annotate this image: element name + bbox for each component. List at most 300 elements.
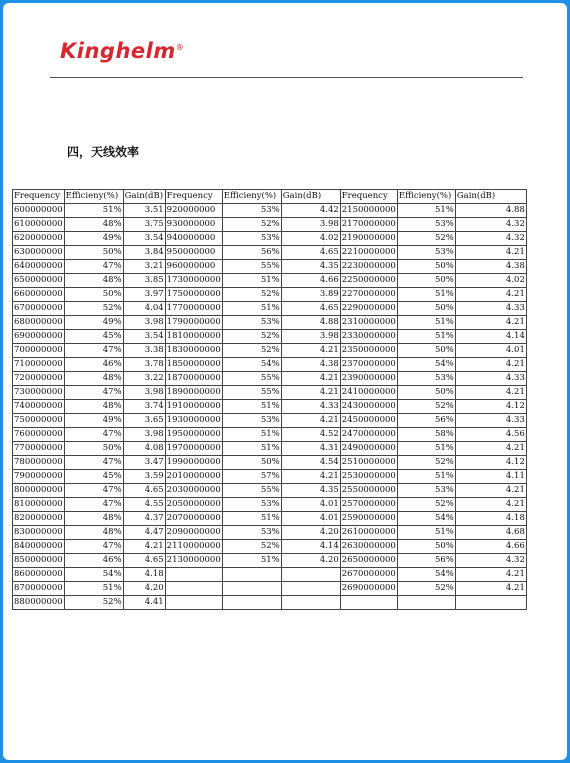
- table-cell: 47%: [64, 386, 123, 400]
- table-cell: 4.21: [281, 372, 340, 386]
- table-cell: 2510000000: [340, 456, 397, 470]
- table-cell: [165, 568, 222, 582]
- table-cell: 4.14: [455, 330, 526, 344]
- table-cell: [281, 582, 340, 596]
- table-row: [13, 218, 527, 232]
- table-cell: 1910000000: [165, 400, 222, 414]
- table-row: [13, 358, 527, 372]
- table-cell: 1850000000: [165, 358, 222, 372]
- table-row: [13, 484, 527, 498]
- table-cell: 51%: [397, 442, 455, 456]
- table-cell: 47%: [64, 260, 123, 274]
- table-cell: 48%: [64, 512, 123, 526]
- table-cell: 52%: [64, 302, 123, 316]
- table-cell: 4.47: [123, 526, 165, 540]
- table-cell: 4.21: [281, 470, 340, 484]
- table-cell: 2330000000: [340, 330, 397, 344]
- table-cell: 4.66: [455, 540, 526, 554]
- table-row: [13, 596, 527, 610]
- table-row: [13, 316, 527, 330]
- table-cell: 2470000000: [340, 428, 397, 442]
- table-cell: 4.21: [455, 358, 526, 372]
- table-cell: 4.21: [281, 344, 340, 358]
- table-cell: 2190000000: [340, 232, 397, 246]
- table-cell: 50%: [222, 456, 281, 470]
- table-cell: 56%: [222, 246, 281, 260]
- table-cell: 950000000: [165, 246, 222, 260]
- table-cell: 4.38: [281, 358, 340, 372]
- table-cell: 53%: [397, 484, 455, 498]
- table-cell: 3.98: [281, 218, 340, 232]
- table-cell: 1790000000: [165, 316, 222, 330]
- table-cell: 3.84: [123, 246, 165, 260]
- column-header: Gain(dB): [123, 190, 165, 204]
- table-cell: 4.20: [123, 582, 165, 596]
- table-cell: 2650000000: [340, 554, 397, 568]
- table-cell: 3.21: [123, 260, 165, 274]
- table-cell: 920000000: [165, 204, 222, 218]
- table-cell: 2270000000: [340, 288, 397, 302]
- table-cell: 51%: [397, 470, 455, 484]
- table-cell: 49%: [64, 316, 123, 330]
- table-cell: 52%: [222, 344, 281, 358]
- table-cell: 840000000: [13, 540, 65, 554]
- table-cell: 4.55: [123, 498, 165, 512]
- table-cell: 2430000000: [340, 400, 397, 414]
- table-cell: 2070000000: [165, 512, 222, 526]
- table-cell: 1890000000: [165, 386, 222, 400]
- table-cell: 2130000000: [165, 554, 222, 568]
- table-cell: 48%: [64, 218, 123, 232]
- table-cell: 680000000: [13, 316, 65, 330]
- table-cell: 50%: [397, 274, 455, 288]
- table-cell: 51%: [222, 428, 281, 442]
- table-cell: 4.33: [455, 302, 526, 316]
- table-cell: 4.65: [281, 246, 340, 260]
- table-cell: 4.42: [281, 204, 340, 218]
- table-cell: [397, 596, 455, 610]
- table-cell: 50%: [397, 344, 455, 358]
- table-cell: 51%: [397, 288, 455, 302]
- table-cell: 2550000000: [340, 484, 397, 498]
- table-cell: 1870000000: [165, 372, 222, 386]
- table-cell: 4.20: [281, 554, 340, 568]
- section-title: 四，天线效率: [67, 145, 140, 159]
- column-header: Efficieny(%): [222, 190, 281, 204]
- table-cell: 2610000000: [340, 526, 397, 540]
- table-cell: 940000000: [165, 232, 222, 246]
- table-cell: 770000000: [13, 442, 65, 456]
- table-cell: 58%: [397, 428, 455, 442]
- table-cell: 4.41: [123, 596, 165, 610]
- table-cell: 1950000000: [165, 428, 222, 442]
- table-cell: 4.35: [281, 484, 340, 498]
- table-cell: 4.65: [123, 484, 165, 498]
- table-cell: 51%: [222, 274, 281, 288]
- table-cell: 2350000000: [340, 344, 397, 358]
- column-header: Frequency: [13, 190, 65, 204]
- table-cell: 4.32: [455, 554, 526, 568]
- table-cell: 690000000: [13, 330, 65, 344]
- table-cell: 3.75: [123, 218, 165, 232]
- table-cell: 3.47: [123, 456, 165, 470]
- table-cell: 4.01: [455, 344, 526, 358]
- table-cell: 3.97: [123, 288, 165, 302]
- table-cell: 2290000000: [340, 302, 397, 316]
- table-cell: 4.21: [281, 414, 340, 428]
- table-cell: 3.54: [123, 232, 165, 246]
- table-cell: 51%: [64, 204, 123, 218]
- table-cell: 4.38: [455, 260, 526, 274]
- table-cell: 52%: [397, 232, 455, 246]
- table-cell: 4.33: [455, 372, 526, 386]
- table-cell: 810000000: [13, 498, 65, 512]
- table-row: [13, 428, 527, 442]
- column-header: Gain(dB): [455, 190, 526, 204]
- table-cell: [455, 596, 526, 610]
- table-cell: 51%: [64, 582, 123, 596]
- table-cell: 57%: [222, 470, 281, 484]
- table-cell: 4.21: [281, 386, 340, 400]
- table-cell: 51%: [397, 526, 455, 540]
- table-cell: 46%: [64, 358, 123, 372]
- table-cell: 4.18: [123, 568, 165, 582]
- table-cell: 49%: [64, 232, 123, 246]
- table-cell: 670000000: [13, 302, 65, 316]
- antenna-efficiency-table: [12, 189, 527, 610]
- table-cell: 2630000000: [340, 540, 397, 554]
- table-cell: 4.01: [281, 512, 340, 526]
- table-cell: 53%: [397, 246, 455, 260]
- table-cell: 3.59: [123, 470, 165, 484]
- table-row: [13, 512, 527, 526]
- table-cell: 51%: [222, 512, 281, 526]
- table-cell: 600000000: [13, 204, 65, 218]
- table-cell: 4.21: [455, 316, 526, 330]
- table-cell: 1770000000: [165, 302, 222, 316]
- table-cell: 4.21: [455, 582, 526, 596]
- table-cell: 4.21: [455, 442, 526, 456]
- table-cell: 4.32: [455, 232, 526, 246]
- table-cell: 790000000: [13, 470, 65, 484]
- table-cell: 2370000000: [340, 358, 397, 372]
- table-header-row: [13, 190, 527, 204]
- table-cell: 52%: [222, 330, 281, 344]
- table-cell: 51%: [222, 442, 281, 456]
- table-cell: 1730000000: [165, 274, 222, 288]
- table-cell: 4.33: [455, 414, 526, 428]
- table-cell: 3.89: [281, 288, 340, 302]
- table-row: [13, 568, 527, 582]
- table-cell: 47%: [64, 428, 123, 442]
- table-cell: 4.08: [123, 442, 165, 456]
- table-cell: 56%: [397, 554, 455, 568]
- table-cell: 2450000000: [340, 414, 397, 428]
- table-cell: 1970000000: [165, 442, 222, 456]
- table-cell: 54%: [397, 512, 455, 526]
- table-cell: 2090000000: [165, 526, 222, 540]
- table-cell: 55%: [222, 260, 281, 274]
- table-cell: 3.38: [123, 344, 165, 358]
- table-cell: 50%: [397, 302, 455, 316]
- table-row: [13, 302, 527, 316]
- table-cell: 50%: [64, 288, 123, 302]
- table-cell: 4.21: [455, 484, 526, 498]
- table-cell: 47%: [64, 456, 123, 470]
- table-cell: 4.88: [281, 316, 340, 330]
- table-cell: 2110000000: [165, 540, 222, 554]
- table-cell: 45%: [64, 330, 123, 344]
- table-cell: 2570000000: [340, 498, 397, 512]
- table-cell: 48%: [64, 526, 123, 540]
- table-cell: 4.21: [455, 246, 526, 260]
- table-cell: 2050000000: [165, 498, 222, 512]
- table-cell: 650000000: [13, 274, 65, 288]
- table-row: [13, 372, 527, 386]
- table-cell: 2410000000: [340, 386, 397, 400]
- table-cell: 620000000: [13, 232, 65, 246]
- table-cell: 52%: [397, 498, 455, 512]
- table-cell: 49%: [64, 414, 123, 428]
- table-cell: 51%: [397, 330, 455, 344]
- table-row: [13, 260, 527, 274]
- table-cell: [281, 596, 340, 610]
- table-cell: 48%: [64, 400, 123, 414]
- table-cell: 2530000000: [340, 470, 397, 484]
- table-cell: 51%: [222, 400, 281, 414]
- table-cell: 50%: [397, 386, 455, 400]
- table-cell: 740000000: [13, 400, 65, 414]
- column-header: Gain(dB): [281, 190, 340, 204]
- table-cell: 4.01: [281, 498, 340, 512]
- table-cell: 2590000000: [340, 512, 397, 526]
- table-cell: 55%: [222, 386, 281, 400]
- table-cell: 730000000: [13, 386, 65, 400]
- table-cell: 2010000000: [165, 470, 222, 484]
- table-cell: 4.32: [455, 218, 526, 232]
- table-cell: 2150000000: [340, 204, 397, 218]
- table-cell: 54%: [64, 568, 123, 582]
- table-row: [13, 386, 527, 400]
- table-cell: 2230000000: [340, 260, 397, 274]
- header-divider: [50, 77, 523, 78]
- table-cell: 53%: [222, 204, 281, 218]
- table-cell: 54%: [397, 568, 455, 582]
- table-cell: 610000000: [13, 218, 65, 232]
- table-cell: 50%: [64, 442, 123, 456]
- table-cell: 53%: [222, 414, 281, 428]
- table-cell: 4.37: [123, 512, 165, 526]
- table-cell: 51%: [397, 204, 455, 218]
- table-row: [13, 554, 527, 568]
- table-cell: 53%: [397, 372, 455, 386]
- table-row: [13, 288, 527, 302]
- table-cell: 1930000000: [165, 414, 222, 428]
- table-cell: 2490000000: [340, 442, 397, 456]
- table-cell: 4.54: [281, 456, 340, 470]
- table-cell: 47%: [64, 484, 123, 498]
- table-cell: 4.12: [455, 400, 526, 414]
- table-cell: 50%: [64, 246, 123, 260]
- table-cell: 4.65: [281, 302, 340, 316]
- table-cell: 700000000: [13, 344, 65, 358]
- table-cell: 930000000: [165, 218, 222, 232]
- table-cell: 640000000: [13, 260, 65, 274]
- column-header: Efficieny(%): [397, 190, 455, 204]
- table-cell: 4.11: [455, 470, 526, 484]
- table-cell: 3.74: [123, 400, 165, 414]
- table-row: [13, 246, 527, 260]
- table-cell: 54%: [222, 358, 281, 372]
- table-cell: [222, 568, 281, 582]
- table-cell: 1830000000: [165, 344, 222, 358]
- table-cell: 4.65: [123, 554, 165, 568]
- table-cell: 820000000: [13, 512, 65, 526]
- table-cell: 3.51: [123, 204, 165, 218]
- table-cell: 4.02: [455, 274, 526, 288]
- table-cell: 3.22: [123, 372, 165, 386]
- table-cell: 3.85: [123, 274, 165, 288]
- table-cell: 860000000: [13, 568, 65, 582]
- table-row: [13, 204, 527, 218]
- table-cell: 1810000000: [165, 330, 222, 344]
- table-cell: [281, 568, 340, 582]
- table-cell: 4.21: [455, 386, 526, 400]
- table-cell: 880000000: [13, 596, 65, 610]
- table-cell: [165, 596, 222, 610]
- table-cell: 2690000000: [340, 582, 397, 596]
- table-cell: 52%: [397, 400, 455, 414]
- document-page: [3, 3, 567, 760]
- table-cell: 4.12: [455, 456, 526, 470]
- table-cell: 3.78: [123, 358, 165, 372]
- table-cell: 51%: [222, 302, 281, 316]
- table-cell: 53%: [222, 232, 281, 246]
- table-cell: 52%: [397, 456, 455, 470]
- table-cell: 55%: [222, 372, 281, 386]
- table-cell: 52%: [222, 288, 281, 302]
- kinghelm-logo: Kinghelm®: [60, 39, 185, 63]
- table-cell: 2030000000: [165, 484, 222, 498]
- table-cell: 4.04: [123, 302, 165, 316]
- table-cell: 4.52: [281, 428, 340, 442]
- table-cell: 4.14: [281, 540, 340, 554]
- table-cell: 800000000: [13, 484, 65, 498]
- table-cell: 47%: [64, 540, 123, 554]
- table-cell: 3.98: [281, 330, 340, 344]
- table-cell: 53%: [222, 526, 281, 540]
- table-cell: 1990000000: [165, 456, 222, 470]
- table-cell: 52%: [222, 540, 281, 554]
- table-row: [13, 344, 527, 358]
- table-cell: 56%: [397, 414, 455, 428]
- table-cell: 53%: [222, 498, 281, 512]
- table-cell: 4.21: [455, 568, 526, 582]
- table-cell: [222, 596, 281, 610]
- table-cell: 4.31: [281, 442, 340, 456]
- table-cell: 47%: [64, 498, 123, 512]
- table-cell: 3.98: [123, 428, 165, 442]
- table-cell: 3.54: [123, 330, 165, 344]
- table-row: [13, 274, 527, 288]
- table-row: [13, 232, 527, 246]
- table-row: [13, 330, 527, 344]
- table-cell: 54%: [397, 358, 455, 372]
- table-cell: 2310000000: [340, 316, 397, 330]
- table-row: [13, 456, 527, 470]
- table-row: [13, 582, 527, 596]
- table-cell: 870000000: [13, 582, 65, 596]
- table-row: [13, 414, 527, 428]
- table-cell: [340, 596, 397, 610]
- table-cell: 960000000: [165, 260, 222, 274]
- table-cell: 52%: [222, 218, 281, 232]
- table-cell: 2210000000: [340, 246, 397, 260]
- table-row: [13, 400, 527, 414]
- table-cell: 52%: [64, 596, 123, 610]
- column-header: Frequency: [340, 190, 397, 204]
- table-cell: 4.21: [455, 498, 526, 512]
- table-cell: 46%: [64, 554, 123, 568]
- table-row: [13, 540, 527, 554]
- table-cell: 50%: [397, 540, 455, 554]
- table-cell: [165, 582, 222, 596]
- table-cell: 4.21: [123, 540, 165, 554]
- table-cell: 47%: [64, 344, 123, 358]
- table-cell: 850000000: [13, 554, 65, 568]
- table-cell: [222, 582, 281, 596]
- table-row: [13, 498, 527, 512]
- table-cell: 2170000000: [340, 218, 397, 232]
- table-row: [13, 470, 527, 484]
- table-cell: 3.98: [123, 386, 165, 400]
- table-cell: 52%: [397, 582, 455, 596]
- table-row: [13, 526, 527, 540]
- table-cell: 4.18: [455, 512, 526, 526]
- table-cell: 4.88: [455, 204, 526, 218]
- table-cell: 660000000: [13, 288, 65, 302]
- table-cell: 4.66: [281, 274, 340, 288]
- table-cell: 4.20: [281, 526, 340, 540]
- table-cell: 780000000: [13, 456, 65, 470]
- table-row: [13, 442, 527, 456]
- table-cell: 830000000: [13, 526, 65, 540]
- table-cell: 3.98: [123, 316, 165, 330]
- table-cell: 2250000000: [340, 274, 397, 288]
- table-cell: 51%: [397, 316, 455, 330]
- table-cell: 48%: [64, 274, 123, 288]
- table-cell: 2670000000: [340, 568, 397, 582]
- table-cell: 53%: [397, 218, 455, 232]
- table-cell: 45%: [64, 470, 123, 484]
- table-cell: 50%: [397, 260, 455, 274]
- table-cell: 4.35: [281, 260, 340, 274]
- table-cell: 2390000000: [340, 372, 397, 386]
- column-header: Frequency: [165, 190, 222, 204]
- table-cell: 4.02: [281, 232, 340, 246]
- table-cell: 1750000000: [165, 288, 222, 302]
- table-cell: 750000000: [13, 414, 65, 428]
- table-cell: 51%: [222, 554, 281, 568]
- table-cell: 55%: [222, 484, 281, 498]
- table-cell: 4.56: [455, 428, 526, 442]
- table-cell: 760000000: [13, 428, 65, 442]
- table-cell: 4.68: [455, 526, 526, 540]
- table-cell: 710000000: [13, 358, 65, 372]
- table-cell: 53%: [222, 316, 281, 330]
- table-cell: 720000000: [13, 372, 65, 386]
- column-header: Efficieny(%): [64, 190, 123, 204]
